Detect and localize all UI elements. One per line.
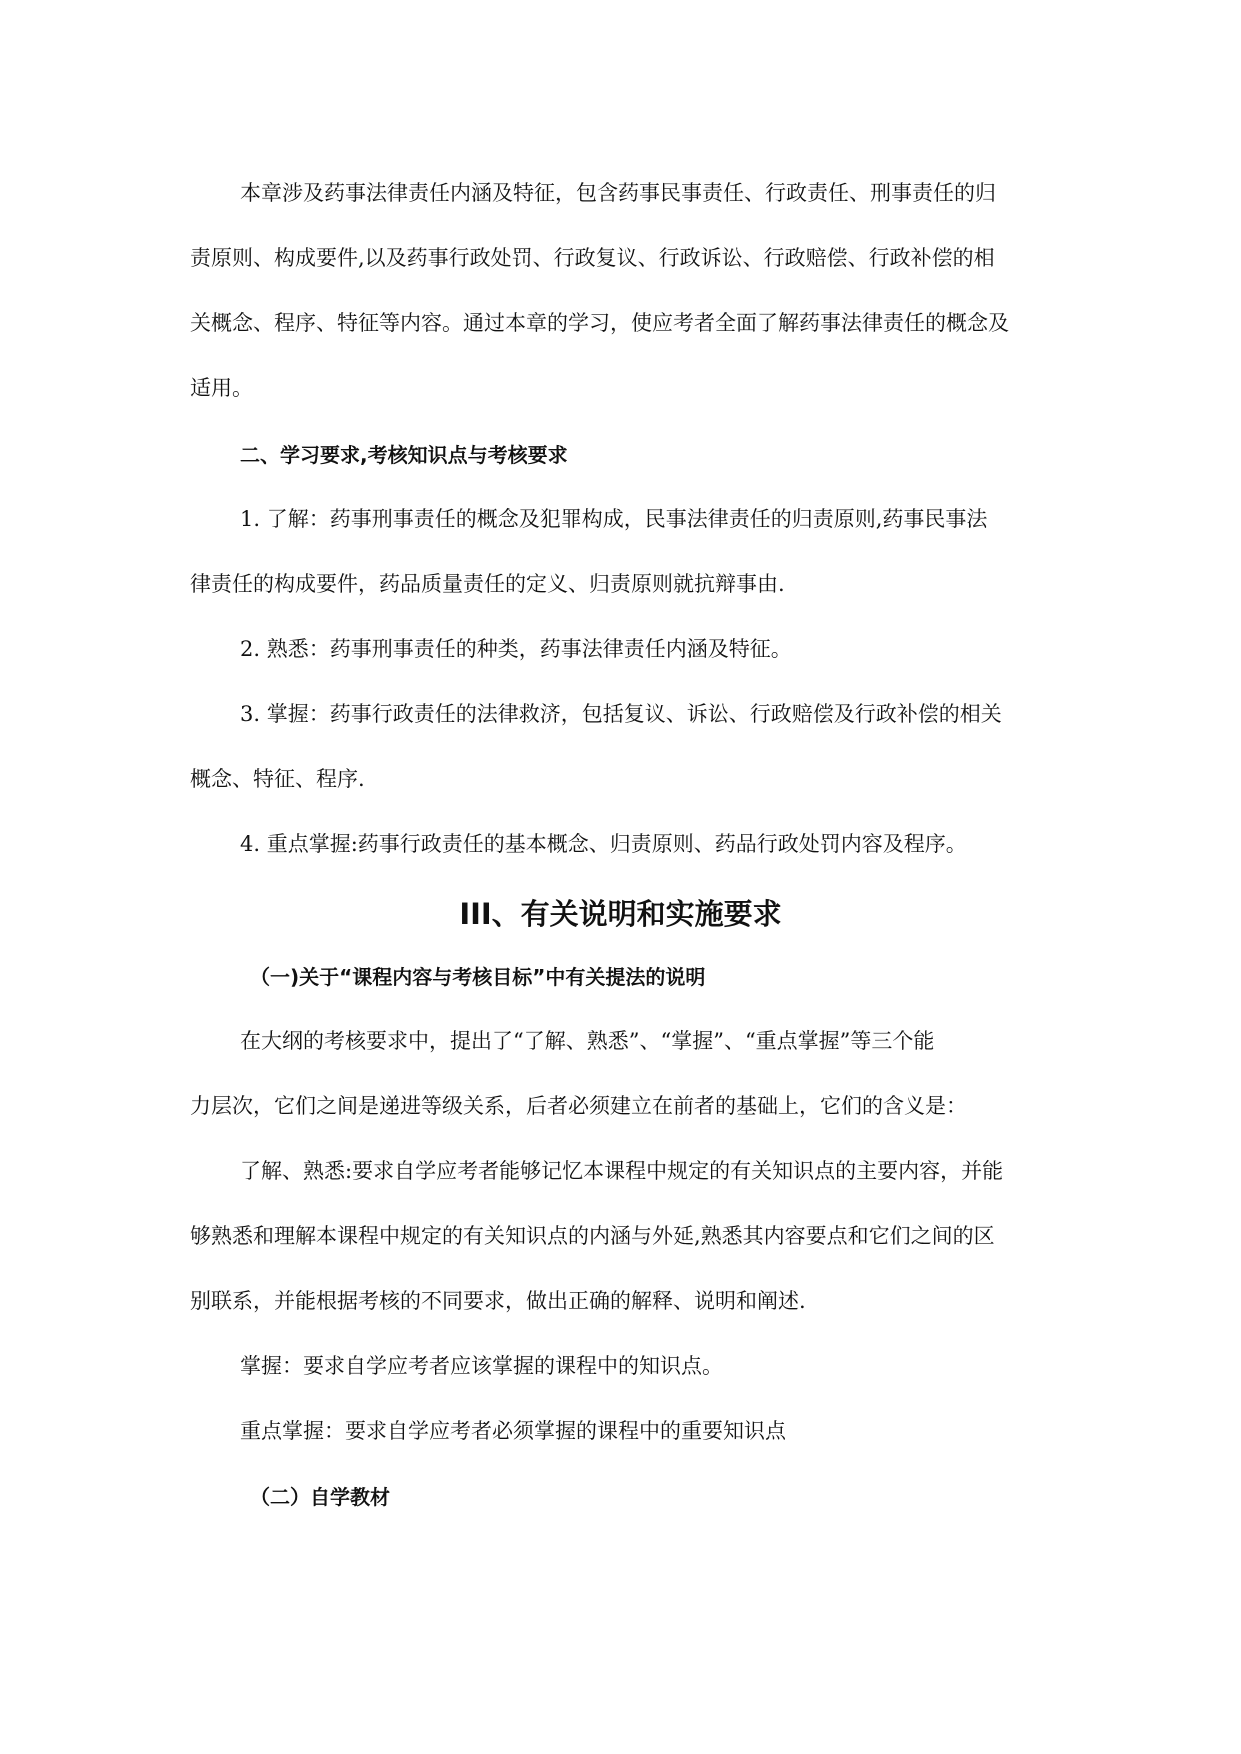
chapter-summary-line-4: 适用。 — [190, 376, 253, 400]
subsection-1-heading: （一)关于“课程内容与考核目标”中有关提法的说明 — [250, 965, 706, 989]
subsection-2-heading: （二）自学教材 — [250, 1485, 390, 1509]
levels-intro-line-1: 在大纲的考核要求中，提出了“了解、熟悉”、“掌握”、“重点掌握”等三个能 — [240, 1029, 935, 1053]
requirement-2: 2. 熟悉：药事刑事责任的种类，药事法律责任内涵及特征。 — [240, 637, 792, 661]
chapter-summary-line-1: 本章涉及药事法律责任内涵及特征，包含药事民事责任、行政责任、刑事责任的归 — [240, 181, 996, 205]
chapter-summary-line-3: 关概念、程序、特征等内容。通过本章的学习，使应考者全面了解药事法律责任的概念及 — [190, 311, 1009, 335]
requirement-1-line-2: 律责任的构成要件，药品质量责任的定义、归责原则就抗辩事由. — [190, 572, 785, 596]
understand-line-2: 够熟悉和理解本课程中规定的有关知识点的内涵与外延,熟悉其内容要点和它们之间的区 — [190, 1224, 995, 1248]
requirement-3-line-2: 概念、特征、程序. — [190, 767, 365, 791]
chapter-summary-line-2: 责原则、构成要件,以及药事行政处罚、行政复议、行政诉讼、行政赔偿、行政补偿的相 — [190, 246, 995, 270]
requirement-3-line-1: 3. 掌握：药事行政责任的法律救济，包括复议、诉讼、行政赔偿及行政补偿的相关 — [240, 702, 1002, 726]
section-2-heading: 二、学习要求,考核知识点与考核要求 — [240, 443, 568, 467]
requirement-1-line-1: 1. 了解：药事刑事责任的概念及犯罪构成，民事法律责任的归责原则,药事民事法 — [240, 507, 988, 531]
key-master-definition: 重点掌握：要求自学应考者必须掌握的课程中的重要知识点 — [240, 1419, 786, 1443]
understand-line-1: 了解、熟悉:要求自学应考者能够记忆本课程中规定的有关知识点的主要内容，并能 — [240, 1159, 1004, 1183]
requirement-4: 4. 重点掌握:药事行政责任的基本概念、归责原则、药品行政处罚内容及程序。 — [240, 832, 967, 856]
section-3-title: III、有关说明和实施要求 — [459, 897, 782, 931]
master-definition: 掌握：要求自学应考者应该掌握的课程中的知识点。 — [240, 1354, 723, 1378]
understand-line-3: 别联系，并能根据考核的不同要求，做出正确的解释、说明和阐述. — [190, 1289, 806, 1313]
levels-intro-line-2: 力层次，它们之间是递进等级关系，后者必须建立在前者的基础上，它们的含义是： — [190, 1094, 967, 1118]
